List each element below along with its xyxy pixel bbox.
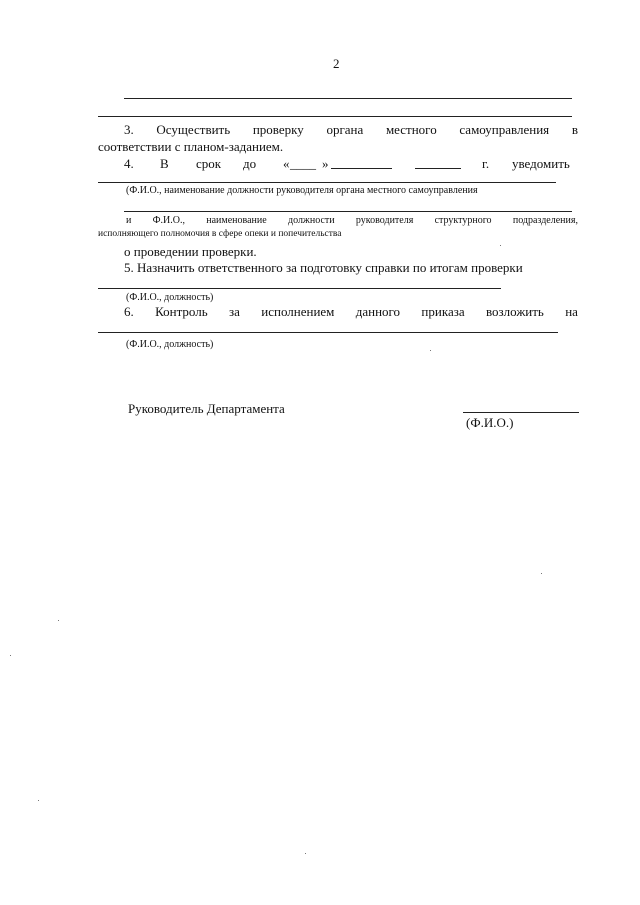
item-3-word: Осуществить — [156, 122, 231, 137]
scan-speck — [38, 800, 39, 801]
item-4-srok: срок — [196, 156, 222, 171]
item-3-line — [124, 122, 578, 138]
item-6-word: 6. — [124, 304, 134, 319]
caption-fio-position-2: (Ф.И.О., должность) — [126, 339, 214, 350]
scan-speck — [305, 853, 306, 854]
item-6-fill-line — [98, 332, 558, 333]
scan-speck — [430, 350, 431, 351]
page-number: 2 — [333, 56, 340, 71]
caption-struct-line — [126, 215, 578, 226]
item-4-year-blank — [415, 168, 461, 169]
head-fill-line — [98, 182, 556, 183]
item-6-line — [124, 304, 578, 320]
caption-struct-word: руководителя — [355, 215, 414, 226]
item-4-date-close: » — [322, 156, 329, 171]
signature-line — [463, 412, 579, 413]
top-fill-line-1 — [124, 98, 572, 99]
caption-struct-word: Ф.И.О., — [152, 215, 185, 226]
item-3-word: самоуправления — [459, 122, 550, 137]
item-4-v: В — [160, 156, 169, 171]
item-6-word: приказа — [421, 304, 465, 319]
item-3-word: местного — [385, 122, 437, 137]
item-4-verb: уведомить — [512, 156, 570, 171]
caption-struct-word: должности — [287, 215, 335, 226]
item-4-number: 4. — [124, 156, 134, 171]
item-3-word: 3. — [124, 122, 134, 137]
item-3-continuation: соответствии с планом-заданием. — [98, 139, 284, 154]
item-4-do: до — [243, 156, 257, 171]
item-5: 5. Назначить ответственного за подготовку справки по итогам проверки — [124, 260, 523, 275]
struct-fill-line — [124, 211, 572, 212]
item-6-word: возложить — [485, 304, 544, 319]
item-3-word: органа — [326, 122, 364, 137]
caption-fio-position-1: (Ф.И.О., должность) — [126, 292, 214, 303]
scan-speck — [10, 655, 11, 656]
item-4-date-blank: ____ — [290, 156, 316, 171]
item-6-word: данного — [355, 304, 401, 319]
signature-caption: (Ф.И.О.) — [466, 415, 514, 430]
scan-speck — [58, 620, 59, 621]
item-4-month-blank — [331, 168, 392, 169]
item-4-date-open: « — [283, 156, 290, 171]
caption-struct-continuation: исполняющего полномочия в сфере опеки и попечительства — [98, 229, 342, 239]
caption-struct-word: и — [126, 215, 132, 226]
item-6-word: Контроль — [155, 304, 208, 319]
item-6-word: исполнением — [261, 304, 335, 319]
item-3-word: в — [571, 122, 578, 137]
scan-speck — [541, 573, 542, 574]
item-6-word: на — [565, 304, 578, 319]
caption-struct-word: структурного — [434, 215, 492, 226]
item-5-fill-line — [98, 288, 501, 289]
about-check: о проведении проверки. — [124, 244, 257, 259]
item-6-word: за — [229, 304, 240, 319]
item-4-year-suffix: г. — [482, 156, 490, 171]
caption-head: (Ф.И.О., наименование должности руководителя органа местного самоуправления — [126, 185, 478, 196]
scan-speck — [500, 245, 501, 246]
caption-struct-word: подразделения, — [512, 215, 578, 226]
item-3-word: проверку — [252, 122, 304, 137]
top-fill-line-2 — [98, 116, 572, 117]
caption-struct-word: наименование — [206, 215, 267, 226]
signature-title: Руководитель Департамента — [128, 401, 285, 416]
